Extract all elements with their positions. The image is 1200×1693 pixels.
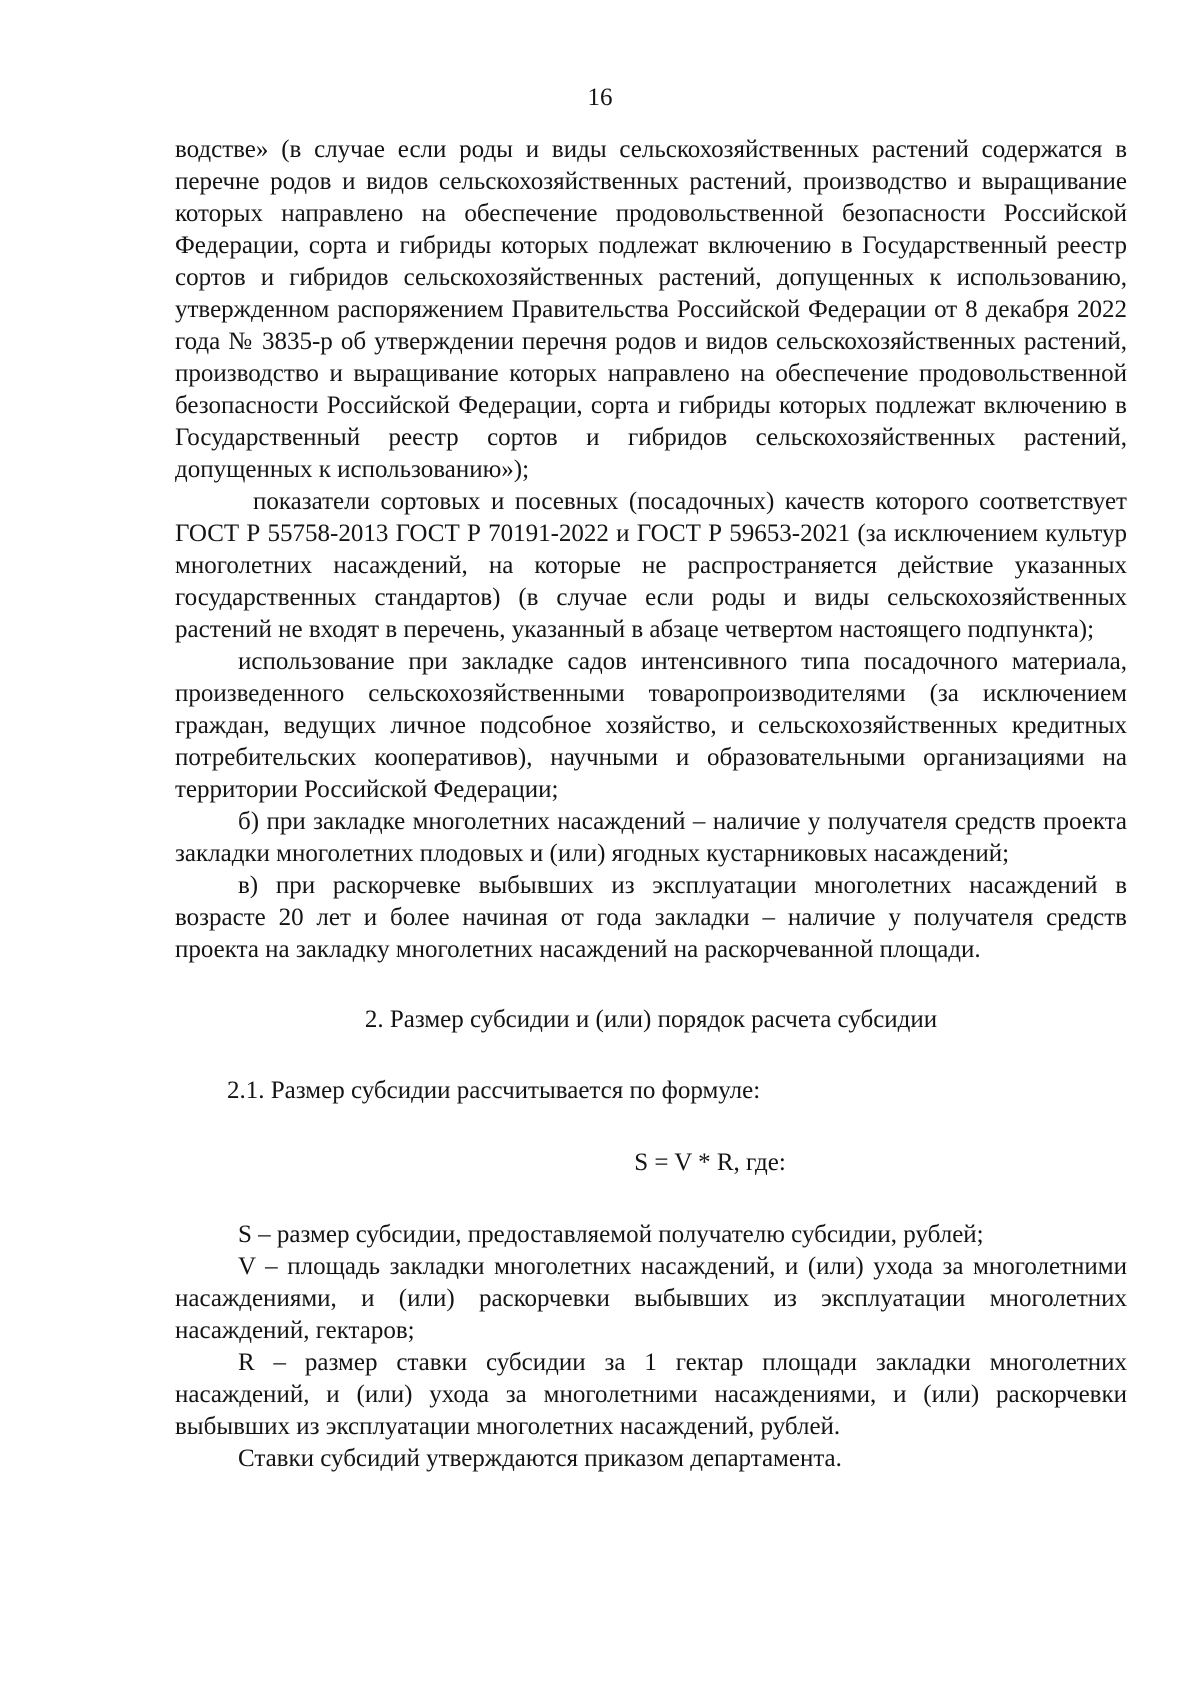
definition-r: R – размер ставки субсидии за 1 гектар площади закладки многолетних насаждений, и (или) ухода за многолетними насаждениями, и (или) раскорчевки выбывших из эксплуатации многолетних насаждений, рублей. <box>175 1349 1127 1440</box>
paragraph-gost-requirements: показатели сортовых и посевных (посадочных) качеств которого соответствует ГОСТ Р 55758-2013 ГОСТ Р 70191-2022 и ГОСТ Р 59653-2021 (за исключением культур многолетних насаждений, на которые не распространяется действие указанных государственных стандартов) (в случае если роды и виды сельскохозяйственных растений не входят в перечень, указанный в абзаце четвертом настоящего подпункта); <box>175 488 1127 643</box>
paragraph-item-v: в) при раскорчевке выбывших из эксплуатации многолетних насаждений в возрасте 20 лет и более начиная от года закладки – наличие у получателя средств проекта на закладку многолетних насаждений на раскорчеванной площади. <box>175 872 1127 963</box>
document-body <box>175 134 1127 1475</box>
definition-v: V – площадь закладки многолетних насаждений, и (или) ухода за многолетними насаждениями, и (или) раскорчевки выбывших из эксплуатации многолетних насаждений, гектаров; <box>175 1253 1127 1344</box>
formula: S = V * R, где: <box>634 1149 786 1176</box>
paragraph-planting-material: использование при закладке садов интенсивного типа посадочного материала, произведенного сельскохозяйственными товаропроизводителями (за исключением граждан, ведущих личное подсобное хозяйство, и сельскохозяйственных кредитных потребительских кооперативов), научными и образовательными организациями на территории Российской Федерации; <box>175 648 1127 803</box>
page-number: 16 <box>587 84 613 111</box>
section-heading: 2. Размер субсидии и (или) порядок расчета субсидии <box>364 1006 938 1033</box>
paragraph-continuation: водстве» (в случае если роды и виды сельскохозяйственных растений содержатся в перечне родов и видов сельскохозяйственных растений, производство и выращивание которых направлено на обеспечение продовольственной безопасности Российской Федерации, сорта и гибриды которых подлежат включению в Государственный реестр сортов и гибридов сельскохозяйственных растений, допущенных к использованию, утвержденном распоряжением Правительства Российской Федерации от 8 декабря 2022 года № 3835-р об утверждении перечня родов и видов сельскохозяйственных растений, производство и выращивание которых направлено на обеспечение продовольственной безопасности Российской Федерации, сорта и гибриды которых подлежат включению в Государственный реестр сортов и гибридов сельскохозяйственных растений, допущенных к использованию»); <box>175 136 1127 483</box>
definition-s: S – размер субсидии, предоставляемой получателю субсидии, рублей; <box>238 1221 984 1248</box>
closing-paragraph: Ставки субсидий утверждаются приказом департамента. <box>238 1445 842 1472</box>
formula-intro: 2.1. Размер субсидии рассчитывается по формуле: <box>227 1077 761 1104</box>
paragraph-item-b: б) при закладке многолетних насаждений – наличие у получателя средств проекта закладки многолетних плодовых и (или) ягодных кустарниковых насаждений; <box>175 808 1127 867</box>
